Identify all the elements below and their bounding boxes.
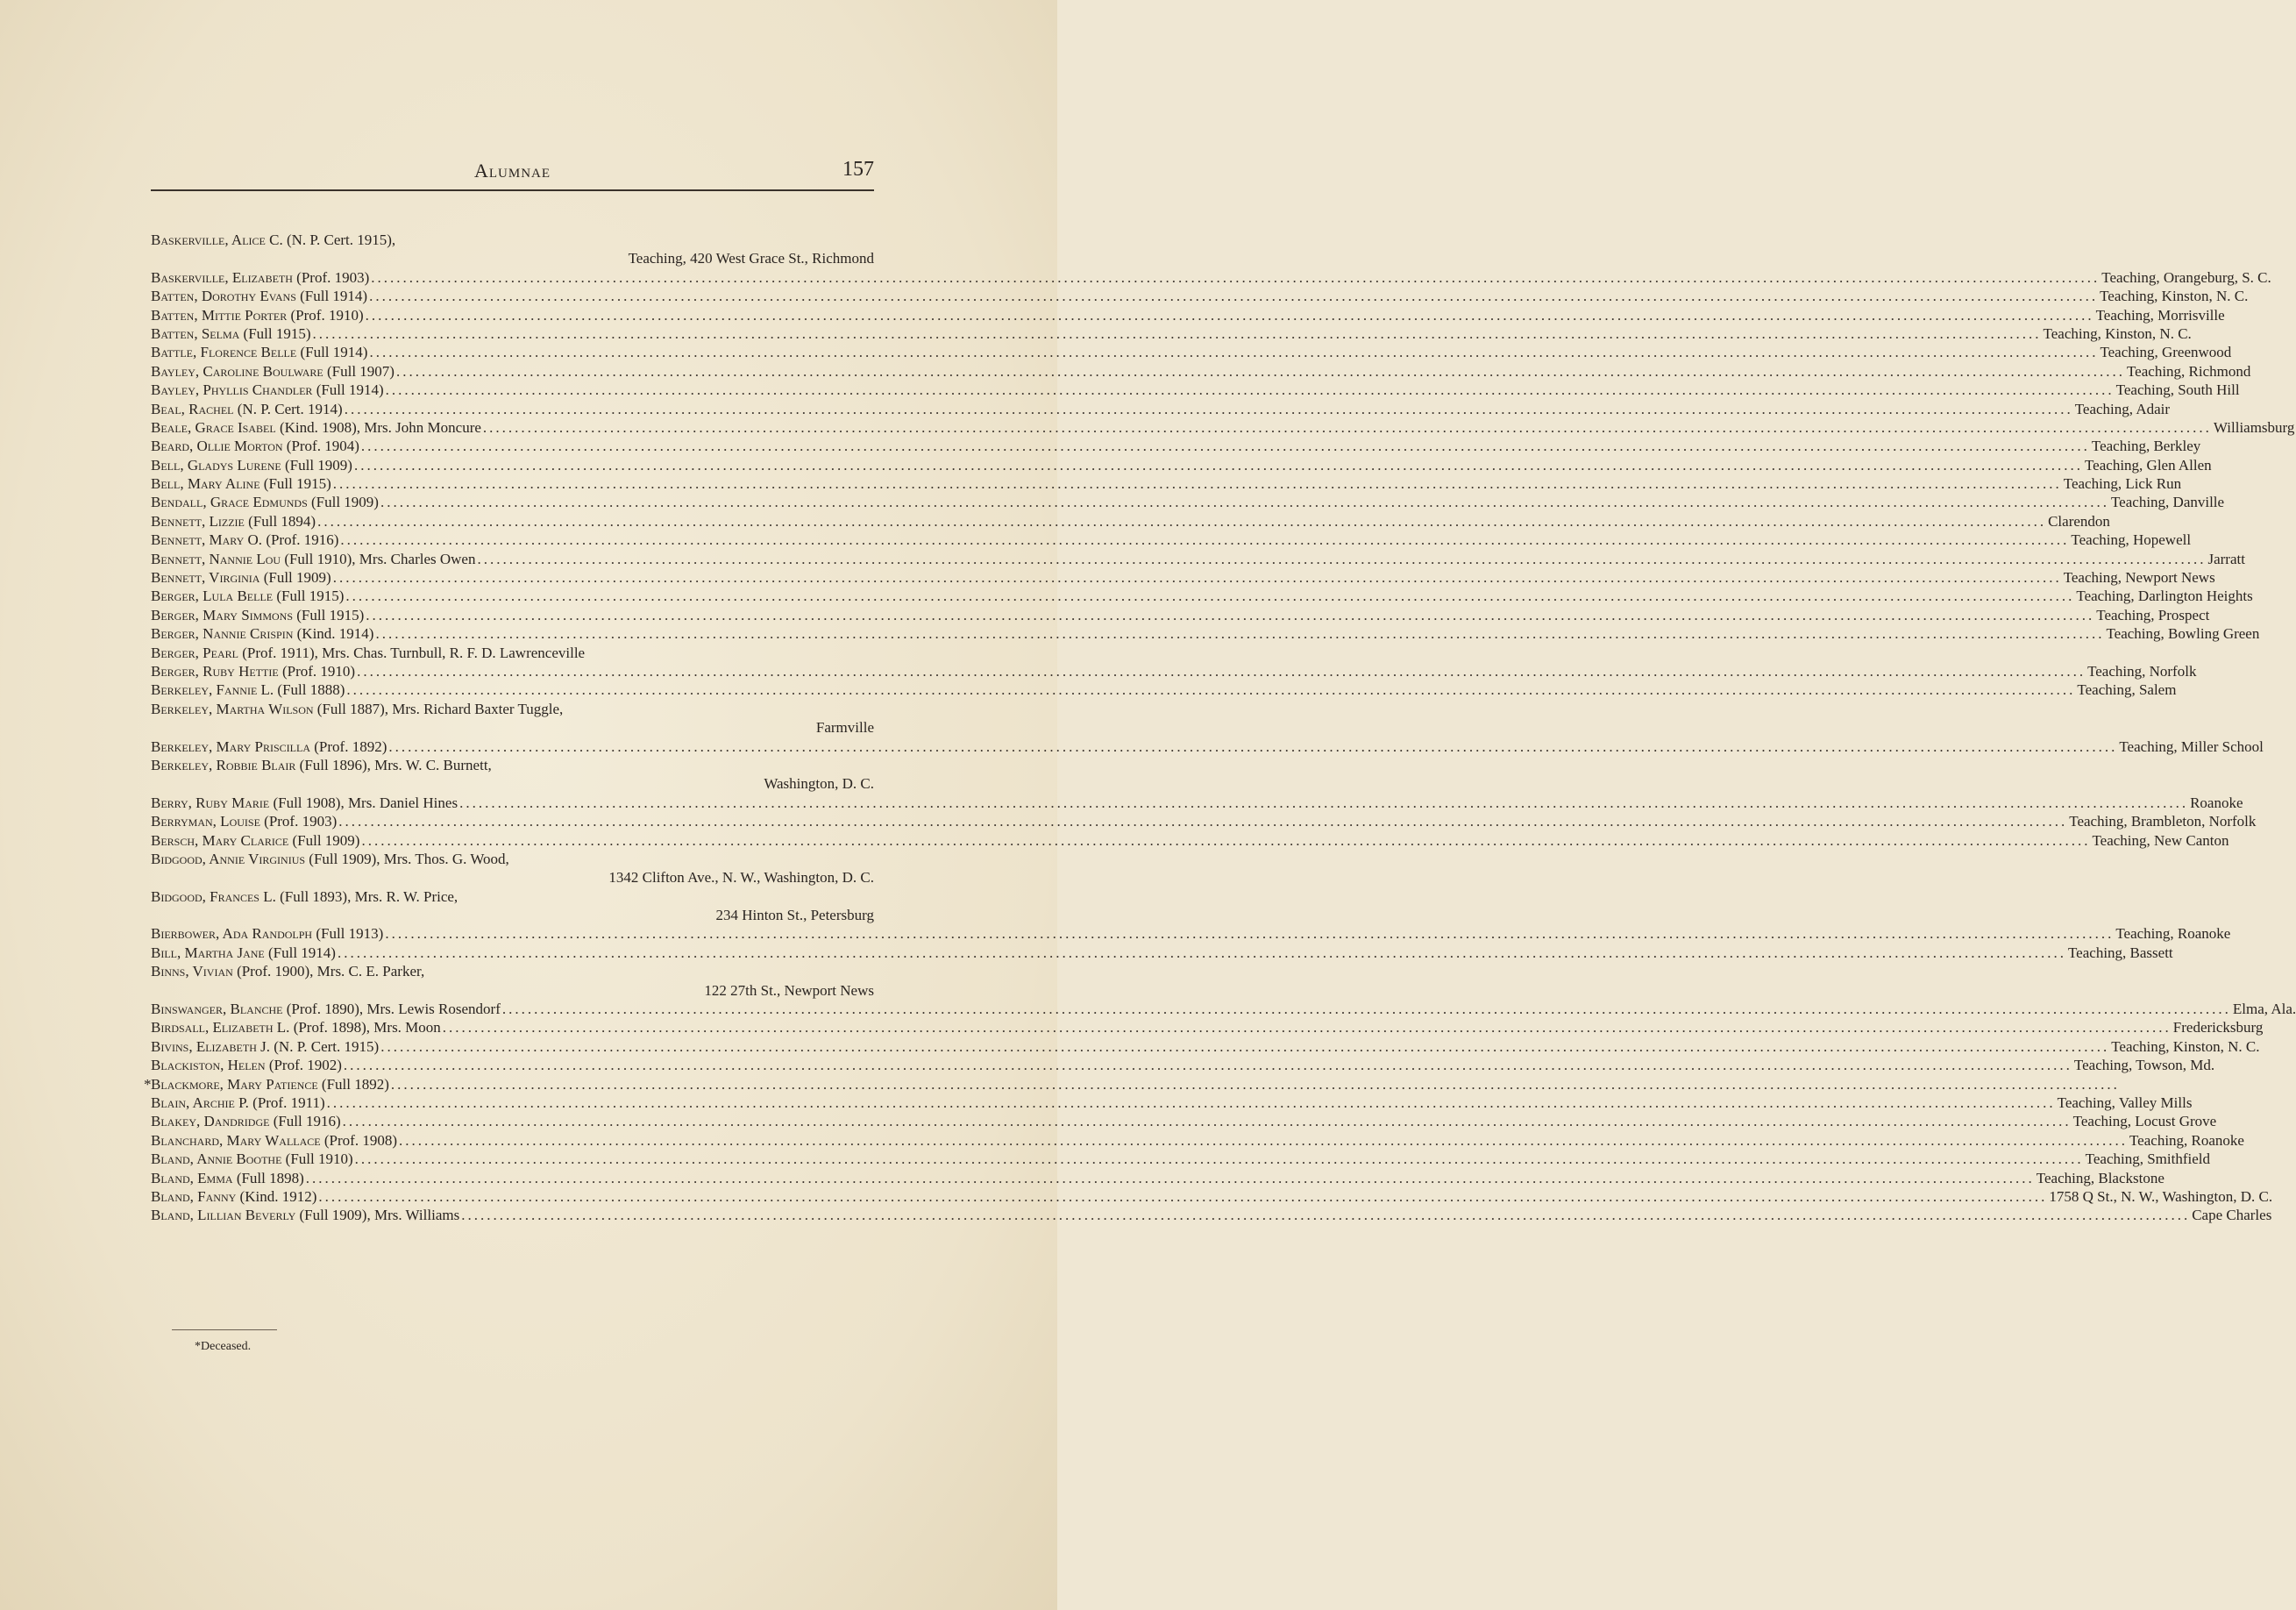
alumna-detail: (Prof. 1910): [290, 306, 364, 324]
alumna-name: Bendall, Grace Edmunds: [151, 494, 308, 511]
list-item: [151, 362, 2251, 381]
alumna-name: Berkeley, Robbie Blair: [151, 756, 296, 773]
alumna-detail: (Prof. 1910): [281, 662, 356, 680]
list-item: [151, 831, 2229, 850]
alumna-name: Batten, Selma: [151, 324, 240, 342]
alumna-name: Bell, Gladys Lurene: [151, 456, 281, 474]
alumna-occupation-location: Teaching, Smithfield: [2085, 1151, 2210, 1168]
list-item: [151, 606, 2210, 624]
list-item: [151, 812, 2257, 830]
alumna-name: Berger, Pearl: [151, 644, 238, 661]
alumna-name: Bivins, Elizabeth J.: [151, 1037, 270, 1055]
alumna-occupation-location: Teaching, Greenwood: [2100, 344, 2232, 361]
alumna-occupation-location: Teaching, Towson, Md.: [2073, 1057, 2215, 1074]
list-item: [151, 493, 2225, 511]
entry-line: [151, 381, 2240, 399]
list-item: [151, 1169, 2164, 1187]
alumna-detail: (Full 1909): [311, 494, 379, 511]
list-item: [151, 474, 2182, 493]
entry-line: [151, 1169, 2164, 1187]
list-item: [151, 1150, 2210, 1168]
alumna-name: Birdsall, Elizabeth L.: [151, 1019, 290, 1037]
list-item: [151, 700, 874, 737]
entry-line: [151, 662, 2197, 680]
dot-leader: [386, 381, 2115, 399]
alumna-occupation-location: 1758 Q St., N. W., Washington, D. C.: [2049, 1187, 2273, 1205]
list-item: [151, 1094, 2193, 1112]
dot-leader: [366, 306, 2094, 324]
dot-leader: [333, 568, 2062, 587]
dot-leader: [345, 587, 2074, 605]
alumna-detail: (Prof. 1903): [264, 813, 338, 830]
list-item: [151, 1000, 2296, 1018]
dot-leader: [355, 1150, 2084, 1168]
list-item: [151, 794, 2243, 812]
alumna-name: Baskerville, Elizabeth: [151, 268, 293, 286]
footnote: *Deceased.: [195, 1340, 252, 1353]
entry-line: [151, 794, 2243, 812]
alumna-detail: (Full 1910): [285, 1151, 353, 1168]
alumna-detail: (N. P. Cert. 1915): [274, 1037, 380, 1055]
alumna-occupation-location: Teaching, Darlington Heights: [2076, 588, 2253, 605]
entry-line: [151, 268, 2271, 287]
entry-continuation: 1342 Clifton Ave., N. W., Washington, D. C.: [608, 869, 874, 887]
alumna-name: Bennett, Virginia: [151, 569, 260, 587]
alumna-detail: (Full 1887), Mrs. Richard Baxter Tuggle,: [316, 700, 564, 717]
list-item: [151, 381, 2240, 399]
list-item: [151, 287, 2249, 305]
dot-leader: [366, 606, 2094, 624]
entry-line: [151, 231, 874, 249]
entry-continuation: Farmville: [815, 719, 874, 737]
list-item: [151, 512, 2110, 531]
dot-leader: [340, 531, 2069, 549]
entry-line: [151, 606, 2210, 624]
dot-leader: [327, 1094, 2056, 1112]
alumna-detail: (Kind. 1914): [296, 625, 374, 643]
alumna-name: Blackmore, Mary Patience: [151, 1075, 318, 1093]
dot-leader: [483, 418, 2212, 437]
list-item: [151, 887, 874, 925]
list-item: [151, 924, 2231, 943]
alumna-detail: (Full 1910), Mrs. Charles Owen: [284, 550, 476, 567]
list-item: [151, 1037, 2260, 1056]
alumna-name: Baskerville, Alice C.: [151, 232, 283, 248]
dot-leader: [346, 680, 2075, 699]
alumna-detail: (N. P. Cert. 1914): [237, 400, 343, 417]
entry-line: [151, 512, 2110, 531]
alumna-detail: (Full 1893), Mrs. R. W. Price,: [280, 887, 458, 905]
entry-line: [151, 831, 2229, 850]
alumna-detail: (Full 1898): [236, 1169, 304, 1186]
entry-line: [151, 587, 2253, 605]
alumna-name: Berger, Ruby Hettie: [151, 662, 279, 680]
list-item: [151, 756, 874, 794]
alumna-detail: (Full 1915): [276, 588, 345, 605]
list-item: [151, 1056, 2215, 1074]
alumna-detail: (Full 1914): [300, 344, 368, 361]
list-item: [151, 231, 874, 268]
entry-line: [151, 887, 874, 906]
alumna-name: Binswanger, Blanche: [151, 1001, 283, 1018]
dot-leader: [399, 1131, 2128, 1150]
dot-leader: [385, 924, 2114, 943]
alumna-name: Berkeley, Martha Wilson: [151, 700, 314, 717]
header-rule: [151, 189, 874, 191]
alumna-detail: (Kind. 1908), Mrs. John Moncure: [279, 418, 481, 436]
entry-line: [151, 1206, 2272, 1224]
alumna-detail: (Full 1909): [292, 831, 360, 849]
entry-line: [151, 700, 874, 718]
alumnae-list: [144, 231, 2296, 1225]
entry-line: [151, 1131, 2244, 1150]
alumna-occupation-location: Teaching, Orangeburg, S. C.: [2101, 268, 2271, 286]
dot-leader: [380, 493, 2109, 511]
list-item: [151, 418, 2295, 437]
alumna-name: Bennett, Lizzie: [151, 512, 245, 530]
entry-line: [151, 944, 2173, 962]
alumna-detail: (Prof. 1911): [252, 1094, 325, 1111]
entry-continuation: Teaching, 420 West Grace St., Richmond: [628, 250, 874, 267]
entry-line: [151, 343, 2232, 361]
dot-leader: [461, 1206, 2190, 1224]
entry-line: [151, 306, 2225, 324]
alumna-occupation-location: Teaching, Blackstone: [2036, 1169, 2164, 1186]
dot-leader: [357, 662, 2086, 680]
entry-line: [151, 531, 2192, 549]
alumna-detail: (Full 1907): [327, 362, 395, 380]
alumna-occupation-location: Teaching, Glen Allen: [2084, 456, 2212, 474]
dot-leader: [354, 456, 2083, 474]
alumna-detail: (Prof. 1916): [266, 531, 339, 549]
footnote-rule: [172, 1329, 277, 1330]
alumna-name: Blanchard, Mary Wallace: [151, 1131, 321, 1149]
list-item: [151, 400, 2171, 418]
entry-line: [151, 324, 2192, 343]
list-item: [151, 550, 2245, 568]
entry-line: [151, 756, 874, 774]
alumna-name: Berger, Nannie Crispin: [151, 625, 294, 643]
list-item: [151, 737, 2264, 756]
alumna-name: Bland, Lillian Beverly: [151, 1207, 296, 1224]
list-item: [151, 343, 2232, 361]
list-item: [151, 456, 2212, 474]
alumna-detail: (Full 1896), Mrs. W. C. Burnett,: [299, 756, 492, 773]
entry-line: [151, 568, 2215, 587]
dot-leader: [338, 944, 2066, 962]
alumna-name: Berryman, Louise: [151, 813, 260, 830]
alumna-occupation-location: Teaching, Valley Mills: [2057, 1094, 2193, 1111]
entry-line: [151, 1056, 2215, 1074]
alumna-name: Beard, Ollie Morton: [151, 438, 283, 455]
dot-leader: [343, 1112, 2072, 1130]
alumna-detail: (Full 1908), Mrs. Daniel Hines: [273, 794, 458, 811]
alumna-detail: (Full 1888): [277, 681, 345, 699]
list-item: [151, 306, 2225, 324]
entry-line: [151, 474, 2182, 493]
list-item: [151, 1018, 2264, 1037]
dot-leader: [388, 737, 2117, 756]
dot-leader: [371, 268, 2100, 287]
dot-leader: [369, 287, 2098, 305]
dot-leader: [333, 474, 2062, 493]
page-number: 157: [842, 158, 874, 181]
alumna-detail: (Full 1916): [273, 1113, 341, 1130]
list-item: [151, 962, 874, 1000]
entry-line: [151, 400, 2171, 418]
alumna-occupation-location: Teaching, Hopewell: [2071, 531, 2192, 549]
alumna-name: Bierbower, Ada Randolph: [151, 925, 313, 943]
dot-leader: [391, 1075, 2120, 1094]
alumna-occupation-location: Teaching, Kinston, N. C.: [2043, 324, 2192, 342]
dot-leader: [443, 1018, 2172, 1037]
alumna-occupation-location: Teaching, Newport News: [2063, 569, 2215, 587]
entry-line: [151, 493, 2225, 511]
list-item: [151, 437, 2201, 455]
list-item: [151, 662, 2197, 680]
entry-continuation: 234 Hinton St., Petersburg: [715, 907, 874, 924]
page-header: [151, 156, 874, 191]
alumna-detail: (Prof. 1908): [323, 1131, 397, 1149]
alumna-name: Binns, Vivian: [151, 963, 233, 980]
list-item: [151, 1112, 2217, 1130]
dot-leader: [313, 324, 2042, 343]
alumna-name: Berger, Lula Belle: [151, 588, 274, 605]
dot-leader: [345, 400, 2073, 418]
alumna-name: Batten, Mittie Porter: [151, 306, 288, 324]
alumna-name: Batten, Dorothy Evans: [151, 288, 296, 305]
list-item: [151, 587, 2253, 605]
list-item: [151, 324, 2192, 343]
alumna-detail: (Full 1914): [268, 944, 336, 961]
alumna-detail: (Prof. 1898), Mrs. Moon: [293, 1019, 441, 1037]
alumna-name: Blakey, Dandridge: [151, 1113, 270, 1130]
alumna-name: Blackiston, Helen: [151, 1057, 266, 1074]
entry-line: [151, 1000, 2296, 1018]
alumna-name: Bayley, Caroline Boulware: [151, 362, 323, 380]
dot-leader: [344, 1056, 2072, 1074]
dot-leader: [369, 343, 2098, 361]
alumna-name: Bland, Fanny: [151, 1187, 237, 1205]
alumna-name: Bell, Mary Aline: [151, 475, 260, 493]
list-item: [144, 1075, 874, 1094]
alumna-occupation-location: Teaching, Morrisville: [2095, 306, 2225, 324]
alumna-occupation-location: Teaching, Miller School: [2119, 737, 2264, 755]
alumna-name: Berkeley, Fannie L.: [151, 681, 274, 699]
alumna-detail: (Prof. 1890), Mrs. Lewis Rosendorf: [286, 1001, 501, 1018]
entry-line: [151, 1150, 2210, 1168]
entry-line: [151, 418, 2295, 437]
list-item: [151, 1206, 2272, 1224]
running-title: Alumnae: [473, 160, 551, 182]
alumna-occupation-location: Clarendon: [2048, 512, 2110, 530]
list-item: [151, 568, 2215, 587]
dot-leader: [380, 1037, 2109, 1056]
alumna-name: Bennett, Nannie Lou: [151, 550, 281, 567]
alumna-occupation-location: Teaching, Brambleton, Norfolk: [2069, 813, 2257, 830]
entry-line: [151, 1018, 2264, 1037]
entry-line: [151, 456, 2212, 474]
entry-line: [151, 362, 2251, 381]
list-item: [151, 1131, 2244, 1150]
alumna-detail: (Full 1913): [316, 925, 384, 943]
alumna-detail: (Prof. 1904): [286, 438, 359, 455]
alumna-occupation-location: Teaching, Roanoke: [2129, 1131, 2244, 1149]
alumna-name: Battle, Florence Belle: [151, 344, 297, 361]
alumna-occupation-location: Teaching, South Hill: [2115, 381, 2240, 399]
alumna-occupation-location: Teaching, Kinston, N. C.: [2111, 1037, 2260, 1055]
entry-line: [151, 1112, 2217, 1130]
alumna-occupation-location: Teaching, Berkley: [2091, 438, 2201, 455]
alumna-detail: (Full 1914): [300, 288, 368, 305]
dot-leader: [338, 812, 2067, 830]
alumna-occupation-location: Fredericksburg: [2172, 1019, 2264, 1037]
alumna-detail: (Full 1909), Mrs. Williams: [299, 1207, 460, 1224]
alumna-name: Bidgood, Annie Virginius: [151, 850, 306, 867]
alumna-occupation-location: Teaching, Kinston, N. C.: [2100, 288, 2249, 305]
alumna-name: Berger, Mary Simmons: [151, 606, 294, 623]
alumna-detail: (Full 1915): [263, 475, 331, 493]
alumna-occupation-location: Williamsburg: [2213, 418, 2295, 436]
list-item: [151, 850, 874, 887]
dot-leader: [361, 437, 2090, 455]
alumna-name: Bland, Emma: [151, 1169, 233, 1186]
alumna-detail: (Full 1909): [263, 569, 331, 587]
alumna-detail: (Full 1914): [316, 381, 384, 399]
alumna-detail: (Full 1909), Mrs. Thos. G. Wood,: [309, 850, 509, 867]
alumna-occupation-location: Elma, Ala.: [2232, 1001, 2296, 1018]
entry-line: * Blackmore, Mary Patience (Full 1892) .....: [151, 1075, 874, 1094]
alumna-detail: (Prof. 1892): [314, 737, 387, 755]
alumna-occupation-location: Teaching, Locust Grove: [2072, 1113, 2217, 1130]
dot-leader: [502, 1000, 2231, 1018]
entry-line: [151, 1187, 2273, 1206]
entry-line: [151, 624, 2260, 643]
dot-leader: [317, 512, 2046, 531]
alumna-detail: (Prof. 1900), Mrs. C. E. Parker,: [237, 963, 425, 980]
entry-line: [151, 287, 2249, 305]
alumna-detail: (Prof. 1911), Mrs. Chas. Turnbull, R. F. D. Lawrenceville: [242, 644, 586, 661]
entry-line: [151, 437, 2201, 455]
alumna-name: Berkeley, Mary Priscilla: [151, 737, 310, 755]
list-item: [151, 1187, 2273, 1206]
entry-line: [151, 850, 874, 868]
alumna-name: Bland, Annie Boothe: [151, 1151, 282, 1168]
entry-line: [151, 680, 2177, 699]
dot-leader: [361, 831, 2090, 850]
alumna-name: Bidgood, Frances L.: [151, 887, 276, 905]
alumna-detail: (Prof. 1902): [268, 1057, 342, 1074]
alumna-occupation-location: Teaching, Danville: [2110, 494, 2225, 511]
alumna-name: Bill, Martha Jane: [151, 944, 265, 961]
alumna-name: Berry, Ruby Marie: [151, 794, 270, 811]
entry-line: [151, 812, 2257, 830]
dot-leader: [318, 1187, 2047, 1206]
list-item: [151, 644, 874, 662]
alumna-detail: (Full 1915): [296, 606, 365, 623]
alumna-occupation-location: Teaching, Salem: [2077, 681, 2177, 699]
entry-continuation: Washington, D. C.: [764, 775, 874, 793]
dot-leader: [375, 624, 2104, 643]
alumna-occupation-location: Teaching, Adair: [2074, 400, 2171, 417]
alumna-occupation-location: Teaching, Prospect: [2096, 606, 2210, 623]
alumna-detail: (Full 1915): [243, 324, 311, 342]
alumna-occupation-location: Roanoke: [2190, 794, 2243, 811]
alumna-name: Blain, Archie P.: [151, 1094, 249, 1111]
alumna-occupation-location: Jarratt: [2207, 550, 2245, 567]
alumna-occupation-location: Teaching, Roanoke: [2115, 925, 2231, 943]
alumna-occupation-location: Teaching, Bassett: [2067, 944, 2173, 961]
list-item: [151, 624, 2260, 643]
entry-line: [151, 1037, 2260, 1056]
dot-leader: [477, 550, 2206, 568]
alumna-occupation-location: Teaching, Bowling Green: [2106, 625, 2260, 643]
alumna-detail: (Prof. 1903): [296, 268, 370, 286]
alumna-detail: (Full 1909): [285, 456, 352, 474]
alumna-occupation-location: Teaching, Lick Run: [2063, 475, 2182, 493]
list-item: [151, 268, 2271, 287]
alumna-name: Beale, Grace Isabel: [151, 418, 276, 436]
dot-leader: [396, 362, 2125, 381]
entry-line: [151, 924, 2231, 943]
alumna-name: Beal, Rachel: [151, 400, 234, 417]
entry-line: [151, 962, 874, 980]
dot-leader: [459, 794, 2188, 812]
entry-line: [151, 550, 2245, 568]
list-item: [151, 944, 2173, 962]
alumna-name: Bayley, Phyllis Chandler: [151, 381, 313, 399]
alumna-occupation-location: Teaching, New Canton: [2092, 831, 2229, 849]
alumna-occupation-location: Teaching, Richmond: [2126, 362, 2251, 380]
alumna-detail: (Kind. 1912): [239, 1187, 317, 1205]
list-item: [151, 680, 2177, 699]
alumna-occupation-location: Teaching, Norfolk: [2087, 662, 2197, 680]
entry-line: [151, 1094, 2193, 1112]
alumna-name: Bennett, Mary O.: [151, 531, 263, 549]
dot-leader: [306, 1169, 2035, 1187]
list-item: [151, 531, 2192, 549]
entry-line: [151, 737, 2264, 756]
alumna-occupation-location: Cape Charles: [2192, 1207, 2272, 1224]
alumna-detail: (Full 1892): [321, 1075, 389, 1093]
entry-line: [151, 644, 874, 662]
entry-continuation: 122 27th St., Newport News: [704, 981, 874, 999]
alumna-name: Bersch, Mary Clarice: [151, 831, 289, 849]
alumna-detail: (N. P. Cert. 1915),: [286, 232, 396, 248]
alumna-detail: (Full 1894): [248, 512, 316, 530]
